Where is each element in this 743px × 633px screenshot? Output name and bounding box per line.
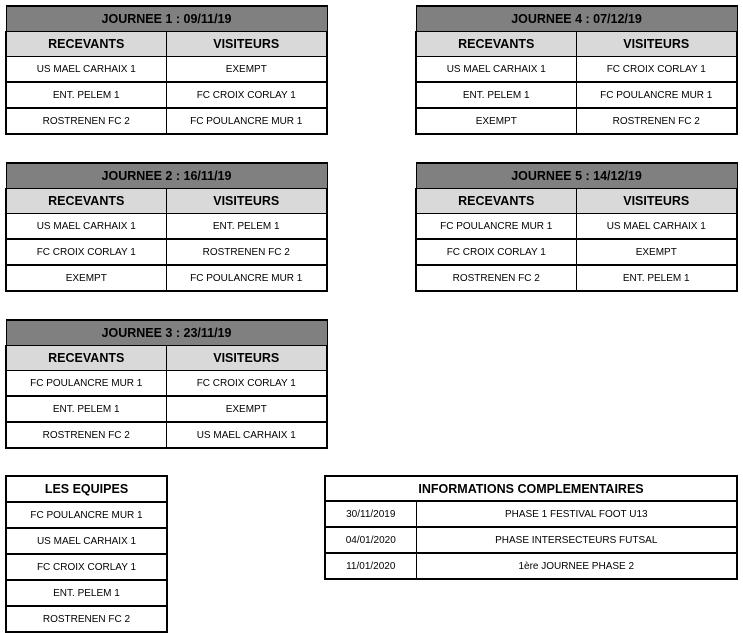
equipes-table xyxy=(5,475,168,633)
col-visiteurs: VISITEURS xyxy=(166,346,327,371)
info-event: PHASE INTERSECTEURS FUTSAL xyxy=(416,527,737,553)
col-visiteurs: VISITEURS xyxy=(166,32,327,57)
home-team: FC POULANCRE MUR 1 xyxy=(416,214,576,240)
journee-title: JOURNEE 5 : 14/12/19 xyxy=(416,163,737,189)
away-team: FC POULANCRE MUR 1 xyxy=(576,82,737,108)
away-team: ENT. PELEM 1 xyxy=(166,214,327,240)
info-date: 30/11/2019 xyxy=(325,501,416,527)
col-recevants: RECEVANTS xyxy=(6,32,166,57)
home-team: ENT. PELEM 1 xyxy=(6,396,166,422)
info-event: PHASE 1 FESTIVAL FOOT U13 xyxy=(416,501,737,527)
home-team: FC CROIX CORLAY 1 xyxy=(6,239,166,265)
away-team: FC CROIX CORLAY 1 xyxy=(166,371,327,397)
infos-title: INFORMATIONS COMPLEMENTAIRES xyxy=(325,476,737,501)
away-team: ENT. PELEM 1 xyxy=(576,265,737,291)
away-team: EXEMPT xyxy=(166,396,327,422)
away-team: FC POULANCRE MUR 1 xyxy=(166,265,327,291)
col-visiteurs: VISITEURS xyxy=(576,32,737,57)
away-team: EXEMPT xyxy=(166,57,327,83)
away-team: FC CROIX CORLAY 1 xyxy=(576,57,737,83)
team-name: US MAEL CARHAIX 1 xyxy=(6,528,167,554)
away-team: FC POULANCRE MUR 1 xyxy=(166,108,327,134)
away-team: US MAEL CARHAIX 1 xyxy=(166,422,327,448)
infos-table xyxy=(324,475,738,580)
col-recevants: RECEVANTS xyxy=(6,346,166,371)
home-team: ROSTRENEN FC 2 xyxy=(6,422,166,448)
away-team: EXEMPT xyxy=(576,239,737,265)
team-name: FC POULANCRE MUR 1 xyxy=(6,502,167,528)
away-team: US MAEL CARHAIX 1 xyxy=(576,214,737,240)
away-team: FC CROIX CORLAY 1 xyxy=(166,82,327,108)
home-team: FC POULANCRE MUR 1 xyxy=(6,371,166,397)
journee-title: JOURNEE 1 : 09/11/19 xyxy=(6,6,327,32)
home-team: ROSTRENEN FC 2 xyxy=(6,108,166,134)
journee-title: JOURNEE 3 : 23/11/19 xyxy=(6,320,327,346)
home-team: ENT. PELEM 1 xyxy=(416,82,576,108)
journee-title: JOURNEE 4 : 07/12/19 xyxy=(416,6,737,32)
journee-title: JOURNEE 2 : 16/11/19 xyxy=(6,163,327,189)
info-date: 04/01/2020 xyxy=(325,527,416,553)
home-team: FC CROIX CORLAY 1 xyxy=(416,239,576,265)
team-name: FC CROIX CORLAY 1 xyxy=(6,554,167,580)
journee-2-table xyxy=(5,162,328,292)
team-name: ENT. PELEM 1 xyxy=(6,580,167,606)
home-team: EXEMPT xyxy=(416,108,576,134)
home-team: EXEMPT xyxy=(6,265,166,291)
equipes-title: LES EQUIPES xyxy=(6,476,167,502)
away-team: ROSTRENEN FC 2 xyxy=(576,108,737,134)
col-recevants: RECEVANTS xyxy=(416,189,576,214)
col-recevants: RECEVANTS xyxy=(416,32,576,57)
journee-3-table xyxy=(5,319,328,449)
home-team: ROSTRENEN FC 2 xyxy=(416,265,576,291)
home-team: ENT. PELEM 1 xyxy=(6,82,166,108)
journee-4-table xyxy=(415,5,738,135)
info-event: 1ère JOURNEE PHASE 2 xyxy=(416,553,737,579)
col-visiteurs: VISITEURS xyxy=(576,189,737,214)
team-name: ROSTRENEN FC 2 xyxy=(6,606,167,632)
journee-1-table xyxy=(5,5,328,135)
col-visiteurs: VISITEURS xyxy=(166,189,327,214)
away-team: ROSTRENEN FC 2 xyxy=(166,239,327,265)
info-date: 11/01/2020 xyxy=(325,553,416,579)
home-team: US MAEL CARHAIX 1 xyxy=(416,57,576,83)
journee-5-table xyxy=(415,162,738,292)
col-recevants: RECEVANTS xyxy=(6,189,166,214)
home-team: US MAEL CARHAIX 1 xyxy=(6,57,166,83)
home-team: US MAEL CARHAIX 1 xyxy=(6,214,166,240)
